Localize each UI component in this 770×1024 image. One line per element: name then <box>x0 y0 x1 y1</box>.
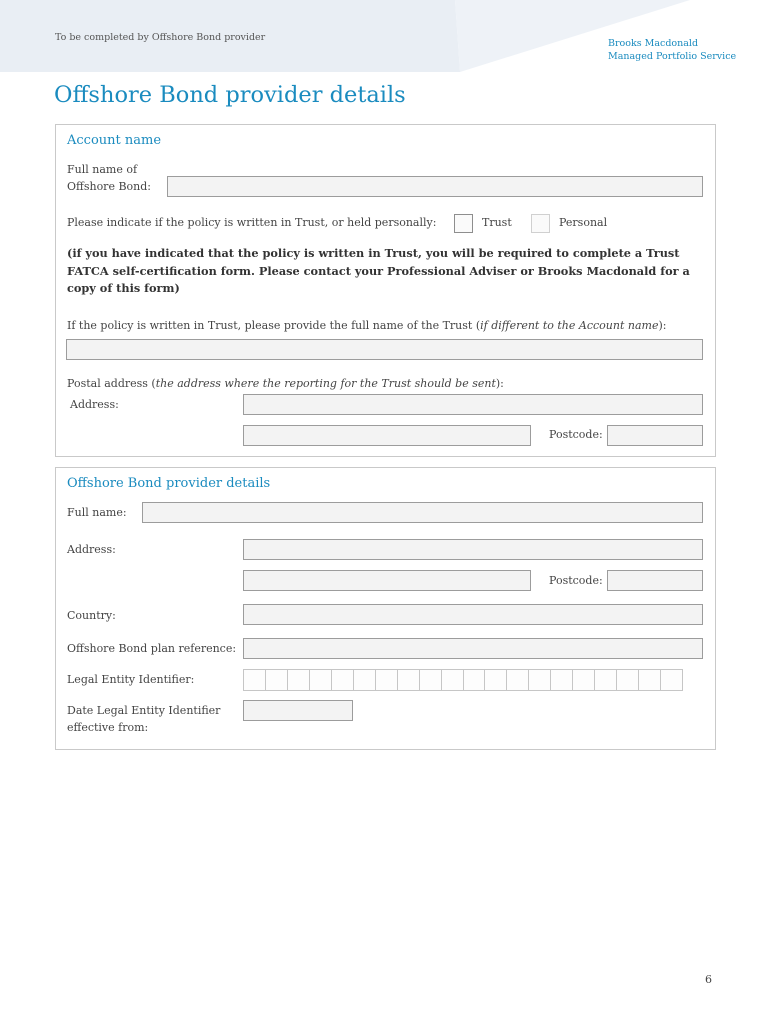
lei-character-box[interactable] <box>639 670 661 690</box>
provider-postcode-input[interactable] <box>607 570 703 591</box>
brand-block <box>608 37 736 63</box>
personal-option-label: Personal <box>559 216 608 229</box>
full-name-label: Full name of Offshore Bond: <box>67 163 151 193</box>
trust-address-label: Address: <box>70 398 119 411</box>
personal-checkbox[interactable] <box>531 214 550 233</box>
lei-character-box[interactable] <box>617 670 639 690</box>
lei-character-box[interactable] <box>354 670 376 690</box>
lei-character-box[interactable] <box>573 670 595 690</box>
page-number: 6 <box>705 973 712 986</box>
trust-full-name-input[interactable] <box>66 339 703 360</box>
trust-postcode-input[interactable] <box>607 425 703 446</box>
lei-input-grid[interactable] <box>243 669 683 691</box>
header-note: To be completed by Offshore Bond provider <box>55 32 266 43</box>
provider-address-line1-input[interactable] <box>243 539 703 560</box>
lei-character-box[interactable] <box>376 670 398 690</box>
lei-character-box[interactable] <box>420 670 442 690</box>
lei-character-box[interactable] <box>442 670 464 690</box>
trust-option-label: Trust <box>482 216 512 229</box>
lei-character-box[interactable] <box>485 670 507 690</box>
trust-checkbox[interactable] <box>454 214 473 233</box>
account-section-title: Account name <box>67 133 162 148</box>
provider-full-name-label: Full name: <box>67 506 127 519</box>
postal-address-label: Postal address (the address where the reporting for the Trust should be sent): <box>67 377 504 390</box>
country-input[interactable] <box>243 604 703 625</box>
lei-character-box[interactable] <box>551 670 573 690</box>
lei-label: Legal Entity Identifier: <box>67 673 195 686</box>
provider-full-name-input[interactable] <box>142 502 703 523</box>
trust-address-line1-input[interactable] <box>243 394 703 415</box>
lei-character-box[interactable] <box>529 670 551 690</box>
lei-character-box[interactable] <box>507 670 529 690</box>
lei-date-label: Date Legal Entity Identifier effective from: <box>67 704 221 734</box>
lei-character-box[interactable] <box>398 670 420 690</box>
provider-address-label: Address: <box>67 543 116 556</box>
lei-character-box[interactable] <box>288 670 310 690</box>
provider-address-line2-input[interactable] <box>243 570 531 591</box>
brand-service: Managed Portfolio Service <box>608 51 737 62</box>
country-label: Country: <box>67 609 116 622</box>
page-title: Offshore Bond provider details <box>54 82 406 108</box>
brand-name: Brooks Macdonald <box>608 38 699 49</box>
trust-address-line2-input[interactable] <box>243 425 531 446</box>
lei-character-box[interactable] <box>332 670 354 690</box>
policy-question: Please indicate if the policy is written in Trust, or held personally: <box>67 216 437 229</box>
lei-character-box[interactable] <box>595 670 617 690</box>
trust-name-label: If the policy is written in Trust, please provide the full name of the Trust (if different to the Account name): <box>67 319 667 332</box>
offshore-bond-full-name-input[interactable] <box>167 176 703 197</box>
plan-reference-label: Offshore Bond plan reference: <box>67 642 237 655</box>
trust-postcode-label: Postcode: <box>549 428 603 441</box>
lei-character-box[interactable] <box>310 670 332 690</box>
provider-section-title: Offshore Bond provider details <box>67 476 271 491</box>
lei-character-box[interactable] <box>244 670 266 690</box>
lei-character-box[interactable] <box>464 670 486 690</box>
lei-character-box[interactable] <box>266 670 288 690</box>
provider-postcode-label: Postcode: <box>549 574 603 587</box>
trust-fatca-note: (if you have indicated that the policy is written in Trust, you will be required to complete a Trust FATCA self-certification form. Please contact your Professional Adviser or Brooks Macdonald for a copy of this form) <box>67 246 690 295</box>
plan-reference-input[interactable] <box>243 638 703 659</box>
lei-effective-date-input[interactable] <box>243 700 353 721</box>
lei-character-box[interactable] <box>661 670 682 690</box>
